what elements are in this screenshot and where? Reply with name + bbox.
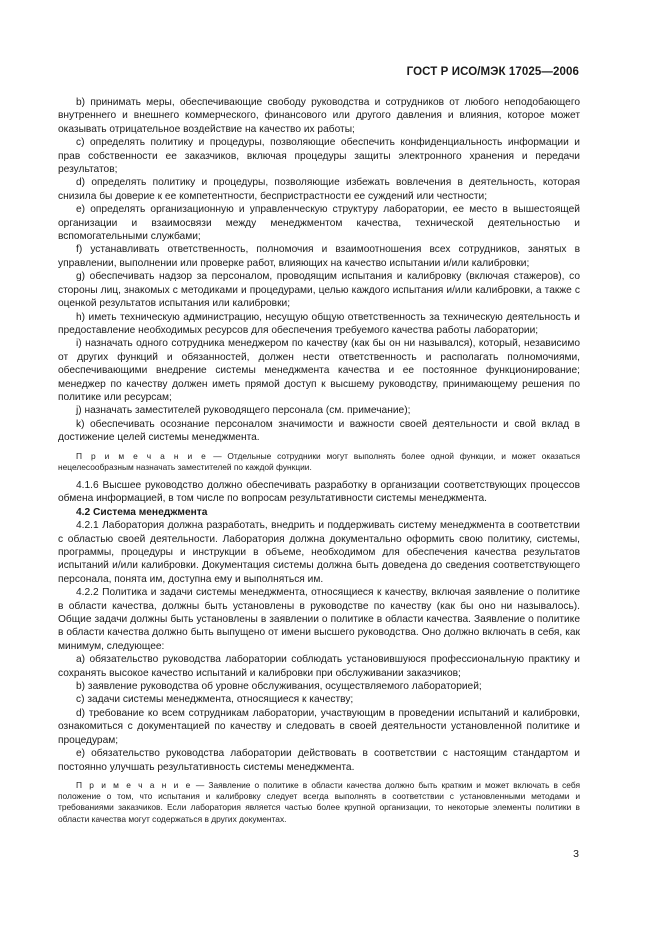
section-heading-4-2 (58, 506, 580, 519)
page-number: 3 (573, 848, 579, 860)
item-text: определять политику и процедуры, позволяющие обеспечить конфиденциальность информации и прав собственности ее заказчиков, включая процедуры защиты электронного хранения и передачи результатов; (58, 137, 580, 176)
item-text: назначать одного сотрудника менеджером по качеству (как бы он ни назывался), который, независимо от других функций и обязанностей, должен нести ответственность и располагать полномочиями, обеспечивающими внедрение системы менеджмента качества и ее постоянное функционирование; менеджер по качеству должен иметь прямой доступ к высшему руководству, принимающему решения по политике или ресурсам; (58, 338, 580, 403)
clause-number: 4.1.6 (76, 479, 99, 491)
clause-4-2-1 (58, 519, 580, 586)
list2-item-d (58, 707, 580, 747)
list-item-i (58, 337, 580, 404)
clause-number: 4.2.1 (76, 520, 99, 532)
section-title: Система менеджмента (93, 506, 208, 518)
item-text: заявление руководства об уровне обслуживания, осуществляемого лабораторией; (87, 681, 482, 693)
clause-text: Лаборатория должна разработать, внедрить и поддерживать систему менеджмента в соответствии с областью своей деятельности. Лаборатория должна документально оформить свою политику, системы, программы, процедуры и инструкции в объеме, необходимом для обеспечения качества результатов испытаний и/или калибровки. Документация системы должна быть доведена до сведения соответствующего персонала, понята им, доступна ему и выполняться им. (58, 520, 580, 585)
item-letter: b) (76, 681, 86, 693)
page-content (58, 96, 580, 831)
note-text: — Отдельные сотрудники могут выполнять более одной функции, и может оказаться нецелесообразным назначать заместителей по каждой функции. (58, 450, 580, 472)
item-text: обязательство руководства лаборатории действовать в соответствии с настоящим стандартом и постоянно улучшать результативность системы менеджмента. (58, 748, 580, 773)
item-text: устанавливать ответственность, полномочия и взаимоотношения всех сотрудников, занятых в управлении, выполнении или проверке работ, влияющих на качество испытании и/или калибровки; (58, 244, 580, 269)
item-letter: a) (76, 654, 86, 666)
item-text: обеспечивать надзор за персоналом, проводящим испытания и калибровку (включая стажеров), со стороны лиц, знакомых с методиками и процедурами, целью каждого испытания и/или калибровки, а также с оценкой результатов испытания или калибровки; (58, 271, 580, 310)
item-letter: f) (76, 244, 83, 256)
item-text: обеспечивать осознание персоналом значимости и важности своей деятельности и свой вклад в достижение целей системы менеджмента. (58, 418, 580, 444)
list2-item-a (58, 653, 580, 680)
item-letter: h) (76, 311, 86, 323)
item-text: задачи системы менеджмента, относящиеся к качеству; (87, 694, 354, 706)
list-item-g (58, 270, 580, 310)
item-letter: e) (76, 748, 86, 760)
document-code: ГОСТ Р ИСО/МЭК 17025—2006 (406, 66, 579, 78)
item-letter: i) (76, 338, 82, 350)
list2-item-c (58, 693, 580, 706)
item-text: обязательство руководства лаборатории соблюдать установившуюся профессиональную практику и сохранять высокое качество испытаний и калибровки при обслуживании заказчиков; (58, 654, 580, 679)
item-letter: k) (76, 418, 85, 430)
clause-number: 4.2.2 (76, 587, 99, 599)
item-letter: g) (76, 271, 86, 283)
item-letter: d) (76, 707, 86, 719)
list2-item-b (58, 680, 580, 693)
list-item-e (58, 203, 580, 243)
item-text: принимать меры, обеспечивающие свободу руководства и сотрудников от любого неподобающего внутреннего и внешнего коммерческого, финансового или другого давления и влияния, которое может оказывать отрицательное воздействие на качество их работы; (58, 97, 580, 135)
list-item-b (58, 96, 580, 136)
item-letter: d) (76, 177, 86, 189)
section-number: 4.2 (76, 506, 91, 518)
item-text: определять политику и процедуры, позволяющие избежать вовлечения в деятельность, которая снизила бы доверие к ее компетентности, беспристрастности ее суждений или честности; (58, 177, 580, 202)
item-text: иметь техническую администрацию, несущую общую ответственность за техническую деятельность и предоставление необходимых ресурсов для обеспечения требуемого качества работы лаборатории; (58, 311, 580, 336)
item-text: назначать заместителей руководящего персонала (см. примечание); (84, 405, 411, 417)
item-letter: e) (76, 204, 86, 216)
list-item-d (58, 176, 580, 203)
list-item-f (58, 243, 580, 270)
clause-4-1-6 (58, 479, 580, 506)
clause-4-2-2 (58, 586, 580, 653)
list-item-k (58, 418, 580, 445)
item-letter: j) (76, 405, 82, 417)
note-text: — Заявление о политике в области качества должно быть кратким и может включать в себя положение о том, что испытания и калибровку следует всегда выполнять в соответствии с установленными методами и требованиями заказчиков. Если лаборатория является частью более крупной организации, то некоторые элементы политики в области качества могут содержаться в других документах. (58, 779, 580, 824)
clause-text: Высшее руководство должно обеспечивать разработку в организации соответствующих процессов обмена информацией, в том числе по вопросам результативности системы менеджмента. (58, 479, 580, 505)
clause-text: Политика и задачи системы менеджмента, относящиеся к качеству, включая заявление о политике в области качества, должны быть установлены в руководстве по качеству (как бы оно ни называлось). Общие задачи должны быть установлены в заявлении о политике в области качества. Заявление о политике в области качества должно быть выпущено от имени высшего руководства. Оно должно включать в себя, как минимум, следующее: (58, 587, 580, 652)
note-label: П р и м е ч а н и е (76, 779, 192, 790)
list-item-h (58, 311, 580, 338)
list-item-j (58, 404, 580, 417)
item-letter: c) (76, 694, 85, 706)
item-text: требование ко всем сотрудникам лаборатории, участвующим в проведении испытаний и калибровки, ознакомиться с документацией по качеству и следовать в своей деятельности установленной политике и процедурам; (58, 707, 580, 746)
list2-item-e (58, 747, 580, 774)
item-letter: b) (76, 97, 86, 108)
note-1 (58, 451, 580, 473)
note-2 (58, 780, 580, 825)
list-item-c (58, 136, 580, 176)
item-letter: c) (76, 137, 85, 149)
item-text: определять организационную и управленческую структуру лаборатории, ее место в вышестоящей организации и взаимосвязи между менеджментом качества, технической деятельностью и вспомогательными службами; (58, 204, 580, 243)
note-label: П р и м е ч а н и е (76, 450, 208, 461)
